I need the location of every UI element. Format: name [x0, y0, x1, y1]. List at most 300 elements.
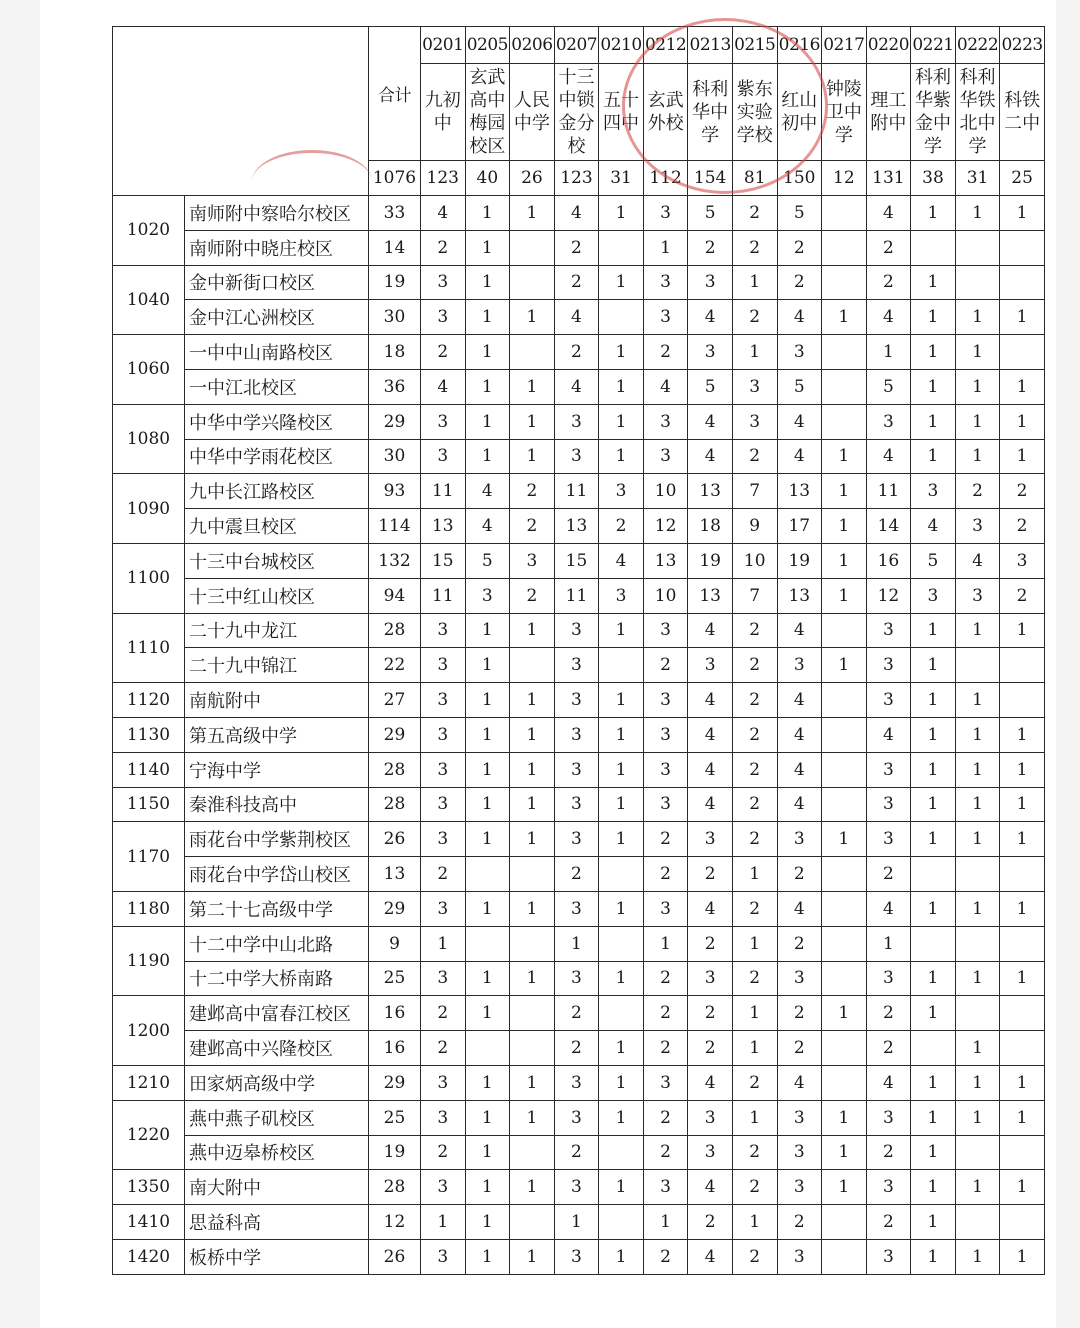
school-name: 雨花台中学岱山校区 [185, 857, 369, 892]
school-code: 1100 [113, 543, 185, 613]
grand-total: 1076 [369, 161, 421, 196]
quota-cell: 2 [643, 1239, 688, 1274]
quota-cell: 3 [643, 300, 688, 335]
quota-cell [822, 335, 867, 370]
column-name-part: 玄武 [469, 67, 506, 88]
quota-cell: 3 [554, 404, 599, 439]
school-code: 1190 [113, 926, 185, 996]
quota-cell: 3 [777, 1170, 822, 1205]
quota-cell: 1 [465, 613, 510, 648]
quota-cell: 1 [822, 996, 867, 1031]
school-code: 1210 [113, 1065, 185, 1100]
row-total: 19 [369, 1135, 421, 1170]
quota-cell: 2 [732, 787, 777, 822]
quota-cell [822, 369, 867, 404]
column-code: 0222 [955, 27, 1000, 64]
column-total: 31 [955, 161, 1000, 196]
quota-cell: 4 [777, 891, 822, 926]
quota-cell: 2 [643, 1135, 688, 1170]
school-name: 田家炳高级中学 [185, 1065, 369, 1100]
quota-cell: 4 [688, 439, 733, 474]
column-name-part: 科利 [959, 67, 996, 88]
quota-cell: 3 [421, 265, 466, 300]
quota-cell: 1 [599, 1170, 644, 1205]
school-name: 南大附中 [185, 1170, 369, 1205]
column-name-part: 二中 [1004, 113, 1041, 134]
row-total: 27 [369, 683, 421, 718]
quota-cell [911, 230, 956, 265]
quota-cell: 2 [955, 474, 1000, 509]
quota-cell: 1 [955, 1065, 1000, 1100]
quota-cell: 4 [777, 613, 822, 648]
quota-cell: 3 [643, 1065, 688, 1100]
quota-cell: 4 [955, 543, 1000, 578]
quota-cell [911, 1031, 956, 1066]
school-name: 南师附中晓庄校区 [185, 230, 369, 265]
column-school-name [1000, 64, 1045, 161]
quota-cell: 18 [688, 509, 733, 544]
school-code: 1410 [113, 1205, 185, 1240]
table-header [113, 27, 1045, 196]
table-body [113, 196, 1045, 1275]
quota-cell: 2 [421, 335, 466, 370]
column-code: 0207 [554, 27, 599, 64]
quota-cell [955, 926, 1000, 961]
quota-cell: 1 [465, 439, 510, 474]
column-total: 123 [421, 161, 466, 196]
quota-cell: 4 [421, 196, 466, 231]
quota-cell [599, 230, 644, 265]
column-name-part: 红山 [781, 90, 818, 111]
quota-cell: 3 [866, 752, 911, 787]
quota-cell: 2 [732, 1239, 777, 1274]
quota-cell [510, 1031, 555, 1066]
column-school-name [911, 64, 956, 161]
quota-cell: 1 [1000, 1239, 1045, 1274]
column-name-part: 紫东 [736, 78, 773, 100]
table-row [113, 857, 1045, 892]
column-code: 0205 [465, 27, 510, 64]
quota-cell: 2 [732, 300, 777, 335]
quota-cell: 3 [421, 613, 466, 648]
quota-cell: 1 [1000, 369, 1045, 404]
quota-cell [822, 404, 867, 439]
quota-cell [599, 648, 644, 683]
school-name: 九中长江路校区 [185, 474, 369, 509]
quota-cell: 2 [688, 1031, 733, 1066]
quota-cell [510, 1135, 555, 1170]
column-code: 0221 [911, 27, 956, 64]
quota-cell [510, 1205, 555, 1240]
quota-cell: 1 [955, 300, 1000, 335]
quota-cell: 1 [955, 1100, 1000, 1135]
quota-cell: 3 [421, 787, 466, 822]
quota-cell: 3 [421, 404, 466, 439]
quota-cell: 2 [599, 509, 644, 544]
total-column-header: 合计 [369, 27, 421, 161]
quota-cell: 1 [911, 1239, 956, 1274]
quota-cell: 1 [955, 717, 1000, 752]
quota-cell: 1 [599, 335, 644, 370]
quota-cell: 1 [1000, 961, 1045, 996]
header-codes-row [113, 27, 1045, 64]
quota-cell: 3 [554, 1100, 599, 1135]
school-name: 建邺高中富春江校区 [185, 996, 369, 1031]
quota-cell: 3 [510, 543, 555, 578]
quota-cell: 4 [688, 787, 733, 822]
school-name: 南师附中察哈尔校区 [185, 196, 369, 231]
quota-cell: 1 [599, 961, 644, 996]
quota-cell [599, 996, 644, 1031]
quota-cell: 3 [421, 891, 466, 926]
quota-cell: 3 [643, 196, 688, 231]
table-row [113, 613, 1045, 648]
quota-cell: 3 [866, 787, 911, 822]
quota-cell: 3 [554, 683, 599, 718]
row-total: 29 [369, 717, 421, 752]
quota-cell: 2 [510, 474, 555, 509]
quota-cell: 1 [465, 1100, 510, 1135]
quota-cell: 2 [643, 996, 688, 1031]
table-row [113, 1065, 1045, 1100]
quota-cell: 4 [688, 300, 733, 335]
quota-cell: 1 [911, 439, 956, 474]
quota-cell: 3 [554, 752, 599, 787]
quota-cell: 1 [421, 926, 466, 961]
quota-cell [955, 857, 1000, 892]
quota-cell: 1 [510, 961, 555, 996]
quota-cell [822, 717, 867, 752]
quota-cell: 15 [421, 543, 466, 578]
column-name-part: 实验 [736, 101, 773, 123]
quota-cell: 2 [421, 857, 466, 892]
quota-cell: 2 [732, 196, 777, 231]
quota-cell [1000, 683, 1045, 718]
quota-cell: 1 [465, 335, 510, 370]
quota-cell: 2 [554, 996, 599, 1031]
quota-cell: 4 [688, 891, 733, 926]
quota-cell: 1 [599, 891, 644, 926]
quota-cell: 1 [465, 717, 510, 752]
quota-cell: 1 [465, 196, 510, 231]
school-code: 1180 [113, 891, 185, 926]
quota-cell: 3 [421, 752, 466, 787]
quota-cell: 1 [1000, 891, 1045, 926]
quota-cell: 3 [1000, 543, 1045, 578]
row-total: 30 [369, 300, 421, 335]
quota-cell: 3 [554, 717, 599, 752]
quota-cell: 1 [911, 822, 956, 857]
school-name: 宁海中学 [185, 752, 369, 787]
quota-cell: 1 [822, 300, 867, 335]
quota-cell: 1 [911, 996, 956, 1031]
quota-cell: 13 [688, 474, 733, 509]
column-school-name [955, 64, 1000, 161]
quota-cell [955, 996, 1000, 1031]
quota-cell [510, 648, 555, 683]
quota-cell: 4 [688, 1170, 733, 1205]
quota-cell [1000, 1135, 1045, 1170]
quota-cell: 1 [911, 717, 956, 752]
table-row [113, 369, 1045, 404]
column-name-part: 四中 [603, 113, 640, 134]
table-row [113, 1205, 1045, 1240]
quota-cell: 4 [866, 196, 911, 231]
quota-cell: 3 [554, 961, 599, 996]
quota-cell: 10 [643, 578, 688, 613]
row-total: 36 [369, 369, 421, 404]
quota-cell: 1 [599, 404, 644, 439]
quota-cell: 3 [643, 752, 688, 787]
school-code: 1220 [113, 1100, 185, 1170]
quota-cell: 4 [866, 891, 911, 926]
quota-cell: 1 [911, 752, 956, 787]
column-name-part: 初中 [781, 113, 818, 134]
quota-cell: 3 [777, 961, 822, 996]
quota-cell: 1 [465, 1170, 510, 1205]
quota-cell: 1 [510, 717, 555, 752]
quota-cell: 4 [554, 196, 599, 231]
quota-cell: 3 [554, 891, 599, 926]
quota-cell: 4 [688, 717, 733, 752]
school-name: 九中震旦校区 [185, 509, 369, 544]
quota-cell [822, 961, 867, 996]
quota-cell: 2 [688, 926, 733, 961]
quota-cell: 3 [777, 1100, 822, 1135]
quota-cell: 1 [554, 926, 599, 961]
quota-cell [1000, 230, 1045, 265]
quota-cell: 1 [643, 230, 688, 265]
table-row [113, 474, 1045, 509]
quota-cell [1000, 335, 1045, 370]
quota-cell [465, 926, 510, 961]
quota-cell: 4 [688, 683, 733, 718]
table-row [113, 926, 1045, 961]
table-row [113, 996, 1045, 1031]
column-school-name [822, 64, 867, 161]
quota-cell [510, 335, 555, 370]
quota-cell: 1 [732, 335, 777, 370]
quota-cell: 4 [688, 1239, 733, 1274]
quota-cell: 3 [554, 1239, 599, 1274]
quota-cell: 7 [732, 578, 777, 613]
column-name-part: 钟陵 [825, 78, 862, 100]
quota-cell [510, 230, 555, 265]
quota-cell: 1 [465, 752, 510, 787]
quota-cell [599, 857, 644, 892]
school-name: 燕中燕子矶校区 [185, 1100, 369, 1135]
column-code: 0223 [1000, 27, 1045, 64]
quota-cell: 1 [599, 1100, 644, 1135]
quota-cell [510, 926, 555, 961]
quota-cell: 3 [643, 265, 688, 300]
column-name-part: 中锁 [558, 90, 595, 111]
table-row [113, 196, 1045, 231]
quota-cell: 1 [911, 300, 956, 335]
quota-cell: 3 [688, 961, 733, 996]
column-name-part: 梅园 [469, 113, 506, 134]
quota-cell [1000, 926, 1045, 961]
quota-cell: 1 [510, 369, 555, 404]
quota-cell: 1 [599, 822, 644, 857]
column-name-part: 五十 [603, 90, 640, 111]
quota-cell: 3 [732, 369, 777, 404]
row-total: 114 [369, 509, 421, 544]
quota-cell: 3 [955, 509, 1000, 544]
quota-cell: 1 [822, 1170, 867, 1205]
quota-cell [822, 230, 867, 265]
quota-cell: 2 [421, 230, 466, 265]
quota-cell: 1 [955, 369, 1000, 404]
quota-cell: 5 [688, 196, 733, 231]
quota-cell [510, 265, 555, 300]
quota-cell: 4 [643, 369, 688, 404]
quota-cell: 3 [554, 648, 599, 683]
quota-cell: 2 [688, 996, 733, 1031]
quota-cell: 4 [777, 1065, 822, 1100]
row-total: 94 [369, 578, 421, 613]
table-row [113, 543, 1045, 578]
quota-cell: 3 [554, 1170, 599, 1205]
quota-cell: 1 [599, 717, 644, 752]
quota-cell: 1 [599, 613, 644, 648]
quota-cell: 3 [866, 683, 911, 718]
quota-cell: 4 [777, 717, 822, 752]
quota-cell: 4 [688, 404, 733, 439]
quota-cell: 1 [510, 822, 555, 857]
quota-cell: 2 [643, 961, 688, 996]
quota-cell: 3 [421, 1065, 466, 1100]
school-code: 1090 [113, 474, 185, 544]
column-school-name [421, 64, 466, 161]
quota-cell: 3 [554, 613, 599, 648]
column-total: 31 [599, 161, 644, 196]
column-school-name [688, 64, 733, 161]
column-school-name [510, 64, 555, 161]
quota-cell: 3 [911, 578, 956, 613]
quota-cell: 2 [554, 230, 599, 265]
column-name-part: 北中 [959, 113, 996, 134]
quota-cell: 1 [955, 752, 1000, 787]
quota-cell: 2 [777, 230, 822, 265]
column-name-part: 十三 [558, 67, 595, 88]
column-name-part: 华铁 [959, 90, 996, 111]
quota-cell: 3 [421, 1100, 466, 1135]
column-total: 154 [688, 161, 733, 196]
quota-cell: 3 [643, 717, 688, 752]
column-name-part: 外校 [647, 113, 684, 134]
column-code: 0206 [510, 27, 555, 64]
quota-cell: 1 [510, 891, 555, 926]
quota-cell: 5 [866, 369, 911, 404]
quota-cell: 2 [732, 717, 777, 752]
quota-cell: 1 [955, 1031, 1000, 1066]
quota-cell: 1 [955, 1239, 1000, 1274]
column-school-name [554, 64, 599, 161]
quota-cell: 5 [465, 543, 510, 578]
school-name: 金中新街口校区 [185, 265, 369, 300]
quota-cell: 12 [866, 578, 911, 613]
quota-cell: 1 [510, 752, 555, 787]
quota-cell: 1 [465, 822, 510, 857]
quota-cell: 3 [421, 961, 466, 996]
quota-cell [1000, 648, 1045, 683]
table-row [113, 752, 1045, 787]
quota-cell [465, 1031, 510, 1066]
school-name: 二十九中龙江 [185, 613, 369, 648]
column-school-name [732, 64, 777, 161]
table-row [113, 1031, 1045, 1066]
table-row [113, 1100, 1045, 1135]
quota-cell: 1 [732, 857, 777, 892]
quota-cell: 1 [955, 404, 1000, 439]
row-total: 29 [369, 891, 421, 926]
school-name: 中华中学雨花校区 [185, 439, 369, 474]
quota-cell: 3 [421, 648, 466, 683]
quota-cell: 4 [911, 509, 956, 544]
quota-cell: 2 [1000, 474, 1045, 509]
table-row [113, 891, 1045, 926]
quota-cell: 3 [911, 474, 956, 509]
quota-cell: 4 [866, 439, 911, 474]
school-name: 十三中台城校区 [185, 543, 369, 578]
quota-cell: 1 [732, 1205, 777, 1240]
quota-cell: 4 [554, 300, 599, 335]
quota-cell: 1 [465, 265, 510, 300]
quota-cell: 1 [510, 196, 555, 231]
column-code: 0201 [421, 27, 466, 64]
table-row [113, 335, 1045, 370]
quota-cell: 1 [599, 1031, 644, 1066]
quota-cell: 3 [421, 683, 466, 718]
column-school-name [643, 64, 688, 161]
school-name: 十二中学大桥南路 [185, 961, 369, 996]
quota-cell: 4 [777, 300, 822, 335]
quota-cell: 2 [777, 857, 822, 892]
quota-cell: 2 [866, 996, 911, 1031]
quota-cell: 2 [732, 1135, 777, 1170]
quota-cell: 1 [911, 787, 956, 822]
quota-cell: 2 [510, 578, 555, 613]
quota-cell: 4 [465, 474, 510, 509]
column-total: 12 [822, 161, 867, 196]
quota-cell: 1 [465, 1205, 510, 1240]
quota-cell: 2 [732, 961, 777, 996]
column-name-part: 华中 [692, 101, 729, 123]
column-total: 131 [866, 161, 911, 196]
quota-cell: 1 [955, 961, 1000, 996]
quota-cell: 3 [643, 891, 688, 926]
quota-cell: 10 [643, 474, 688, 509]
quota-cell: 1 [911, 1100, 956, 1135]
quota-cell: 4 [688, 752, 733, 787]
row-total: 16 [369, 1031, 421, 1066]
quota-cell: 2 [866, 1031, 911, 1066]
school-code: 1170 [113, 822, 185, 892]
quota-cell: 1 [911, 891, 956, 926]
quota-cell: 3 [421, 1239, 466, 1274]
quota-cell: 4 [599, 543, 644, 578]
quota-cell: 3 [643, 1170, 688, 1205]
table-row [113, 230, 1045, 265]
quota-cell [822, 1031, 867, 1066]
quota-cell [599, 1135, 644, 1170]
quota-cell: 1 [911, 404, 956, 439]
school-name: 燕中迈皋桥校区 [185, 1135, 369, 1170]
quota-cell: 1 [465, 683, 510, 718]
column-name-part: 学校 [736, 124, 773, 146]
quota-cell: 2 [554, 857, 599, 892]
